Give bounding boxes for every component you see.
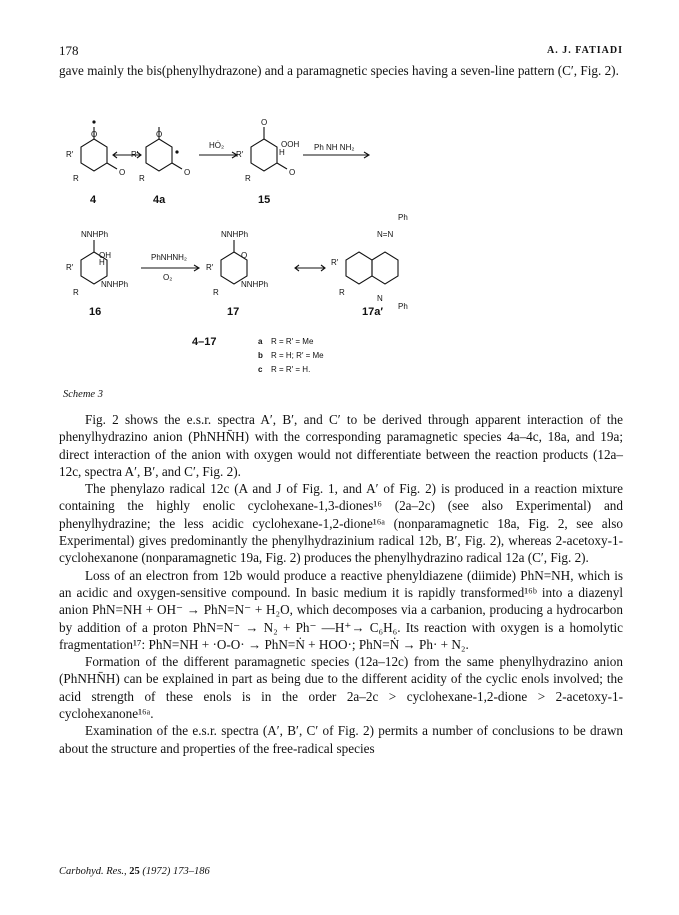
substituent-c: R = R′ = H. <box>271 365 311 374</box>
svg-text:R: R <box>213 288 219 297</box>
svg-text:NNHPh: NNHPh <box>81 230 109 239</box>
compound-label-4: 4 <box>90 194 97 206</box>
radical-dot <box>92 120 95 123</box>
paragraph-5: Examination of the e.s.r. spectra (A′, B′, C′ of Fig. 2) permits a number of conclusions to be drawn about the structure and properties of the free-radical species <box>59 723 623 756</box>
page-number: 178 <box>59 43 79 58</box>
svg-text:N: N <box>377 294 383 303</box>
svg-text:R: R <box>245 174 251 183</box>
paragraph-3: Loss of an electron from 12b would produce a reactive phenyldiazene (diimide) PhN=NH, which is an acidic and oxygen-sensitive compound. In basic medium it is rapidly transformed¹⁶ᵇ into a diazenyl anion PhN=NH + OH⁻ → PhN=N⁻ + H₂O, which decomposes via a carbanion, producing a hydrocarbon by addition of a proton PhN=N⁻ → N₂ + Ph⁻ —H⁺→ C₆H₆. Its reaction with oxygen is a homolytic fragmentation¹⁷: PhN=NH + ·O-O· → PhN=Ṅ + HOO·; PhN=Ṅ → Ph· + N₂. <box>59 567 623 652</box>
svg-text:a: a <box>258 337 263 346</box>
ring-15 <box>251 139 277 171</box>
ring-17a <box>346 252 372 284</box>
journal-volume: 25 <box>129 866 140 877</box>
reagent-o2: O₂ <box>163 273 173 282</box>
svg-text:O: O <box>261 118 268 127</box>
svg-text:O: O <box>241 251 248 260</box>
paragraph-1: Fig. 2 shows the e.s.r. spectra A′, B′, and C′ to be derived through apparent interaction of the phenylhydrazino anion (PhNHN̄H) with the corresponding paramagnetic species 4a–4c, 18a, and 19a; direct interaction of the anion with oxygen would not differentiate between the reaction products (12a–12c, spectra A′, B′, and C′, Fig. 2). <box>59 412 623 479</box>
svg-text:R: R <box>339 288 345 297</box>
svg-text:R′: R′ <box>236 150 244 159</box>
compound-label-16: 16 <box>89 306 102 318</box>
compound-label-15: 15 <box>258 194 271 206</box>
body-text <box>59 411 623 757</box>
compound-label-17: 17 <box>227 306 240 318</box>
svg-text:O: O <box>119 168 126 177</box>
paragraph-2: The phenylazo radical 12c (A and J of Fig. 1, and A′ of Fig. 2) is produced in a reaction mixture containing the highly enolic cyclohexane-1,3-diones¹⁶ (2a–2c) (see also Experimental) and phenylhydrazine; the less acidic cyclohexane-1,2-dione¹⁶ᵃ (nonparamagnetic 18a, Fig. 2, see also Experimental) gives predominantly the phenylhydrazinium radical 12b, B′, Fig. 2), whereas 2-acetoxy-1-cyclohexanone (nonparamagnetic 19a, Fig. 2) produces the phenylhydrazino radical 12a (C′, Fig. 2). <box>59 481 623 566</box>
series-label: 4–17 <box>192 336 217 348</box>
reagent-phnhnh2-b: PhNHNH₂ <box>151 253 187 262</box>
svg-text:H: H <box>279 148 285 157</box>
ring-4a <box>146 139 172 171</box>
svg-text:R: R <box>73 174 79 183</box>
svg-text:NNHPh: NNHPh <box>241 280 269 289</box>
svg-text:NNHPh: NNHPh <box>221 230 249 239</box>
scheme-caption: Scheme 3 <box>63 389 103 400</box>
journal-name: Carbohyd. Res., <box>59 866 127 877</box>
running-header-author: A. J. FATIADI <box>547 45 623 56</box>
svg-text:OH: OH <box>99 251 111 260</box>
svg-text:NNHPh: NNHPh <box>101 280 129 289</box>
svg-text:b: b <box>258 351 263 360</box>
scheme-3-diagram <box>59 105 623 385</box>
svg-text:H: H <box>99 258 105 267</box>
svg-text:O: O <box>184 168 191 177</box>
compound-label-17a: 17a′ <box>362 306 383 318</box>
paragraph-4: Formation of the different paramagnetic species (12a–12c) from the same phenylhydrazino anion (PhNHN̄H) can be explained in part as being due to the different acidity of the cyclic enols involved; the acid strength of these enols is in the order 2a–2c > cyclohexane-1,2-dione > 2-acetoxy-1-cyclohexanone¹⁶ᵃ. <box>59 654 623 722</box>
svg-text:O: O <box>289 168 296 177</box>
ring-4 <box>81 139 107 171</box>
svg-text:c: c <box>258 365 263 374</box>
substituent-a: R = R′ = Me <box>271 337 314 346</box>
substituent-b: R = H; R′ = Me <box>271 351 324 360</box>
svg-text:Ph: Ph <box>398 302 408 311</box>
compound-label-4a: 4a <box>153 194 166 206</box>
intro-paragraph: gave mainly the bis(phenylhydrazone) and a paramagnetic species having a seven-line pattern (C′, Fig. 2). <box>59 63 619 78</box>
svg-text:N=N: N=N <box>377 230 394 239</box>
svg-text:O: O <box>91 130 98 139</box>
svg-text:OOH: OOH <box>281 140 300 149</box>
svg-text:R: R <box>139 174 145 183</box>
svg-text:R′: R′ <box>66 263 74 272</box>
journal-footer <box>59 866 210 877</box>
journal-pages: (1972) 173–186 <box>142 866 210 877</box>
svg-text:R′: R′ <box>206 263 214 272</box>
svg-text:O: O <box>156 130 163 139</box>
svg-text:R′: R′ <box>331 258 339 267</box>
reagent-ho2: HȮ₂ <box>209 141 225 150</box>
svg-text:R: R <box>73 288 79 297</box>
svg-text:Ph: Ph <box>398 213 408 222</box>
reagent-phnhnh2: Ph NH NH₂ <box>314 143 355 152</box>
svg-text:R′: R′ <box>131 150 139 159</box>
svg-text:R′: R′ <box>66 150 74 159</box>
